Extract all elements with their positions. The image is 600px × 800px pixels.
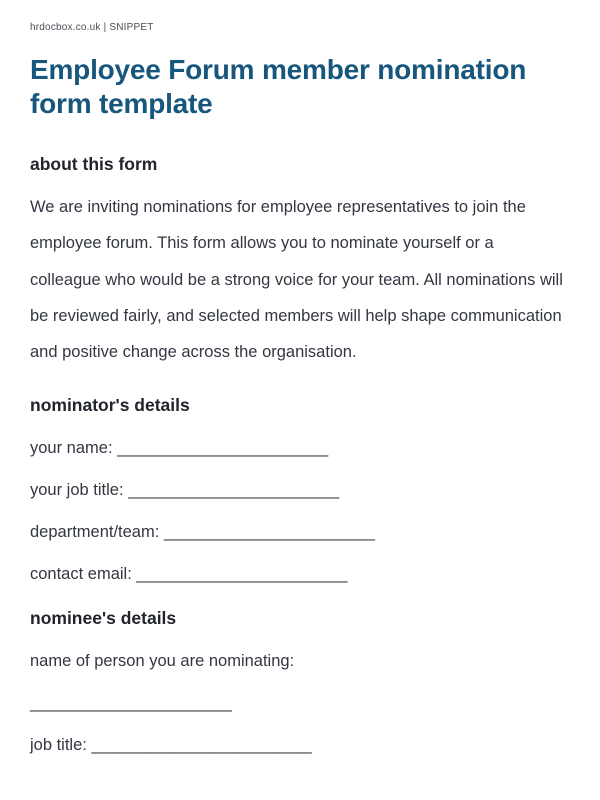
field-your-name-blank-line: _______________________	[117, 438, 329, 457]
field-nominee-name	[30, 651, 570, 713]
field-department-team	[30, 522, 570, 542]
field-your-job-title	[30, 480, 570, 500]
section-heading-nominator: nominator's details	[30, 394, 190, 415]
field-contact-email-blank-line: _______________________	[136, 564, 348, 583]
field-nominee-job-title-blank-line: ________________________	[91, 735, 312, 754]
field-nominee-job-title	[30, 735, 570, 755]
field-your-name	[30, 438, 570, 458]
field-your-name-label: your name:	[30, 438, 113, 457]
field-nominee-job-title-label: job title:	[30, 735, 87, 754]
field-contact-email	[30, 564, 570, 584]
field-department-team-blank-line: _______________________	[163, 522, 375, 541]
field-department-team-label: department/team:	[30, 522, 160, 541]
site-snippet-label: hrdocbox.co.uk | SNIPPET	[30, 22, 154, 33]
section-heading-about: about this form	[30, 154, 158, 175]
document-title: Employee Forum member nomination form template	[30, 54, 527, 119]
field-your-job-title-label: your job title:	[30, 480, 124, 499]
field-your-job-title-blank-line: _______________________	[128, 480, 340, 499]
section-heading-nominee: nominee's details	[30, 607, 177, 628]
field-contact-email-label: contact email:	[30, 564, 132, 583]
field-nominee-name-label: name of person you are nominating:	[30, 651, 295, 670]
field-nominee-name-blank-line: ______________________	[30, 693, 232, 712]
about-paragraph: We are inviting nominations for employee representatives to join the employee forum. This form allows you to nominate yourself or a colleague who would be a strong voice for your team. All nominations will be reviewed fairly, and selected members will help shape communication and positive change across the organisation.	[30, 198, 563, 362]
